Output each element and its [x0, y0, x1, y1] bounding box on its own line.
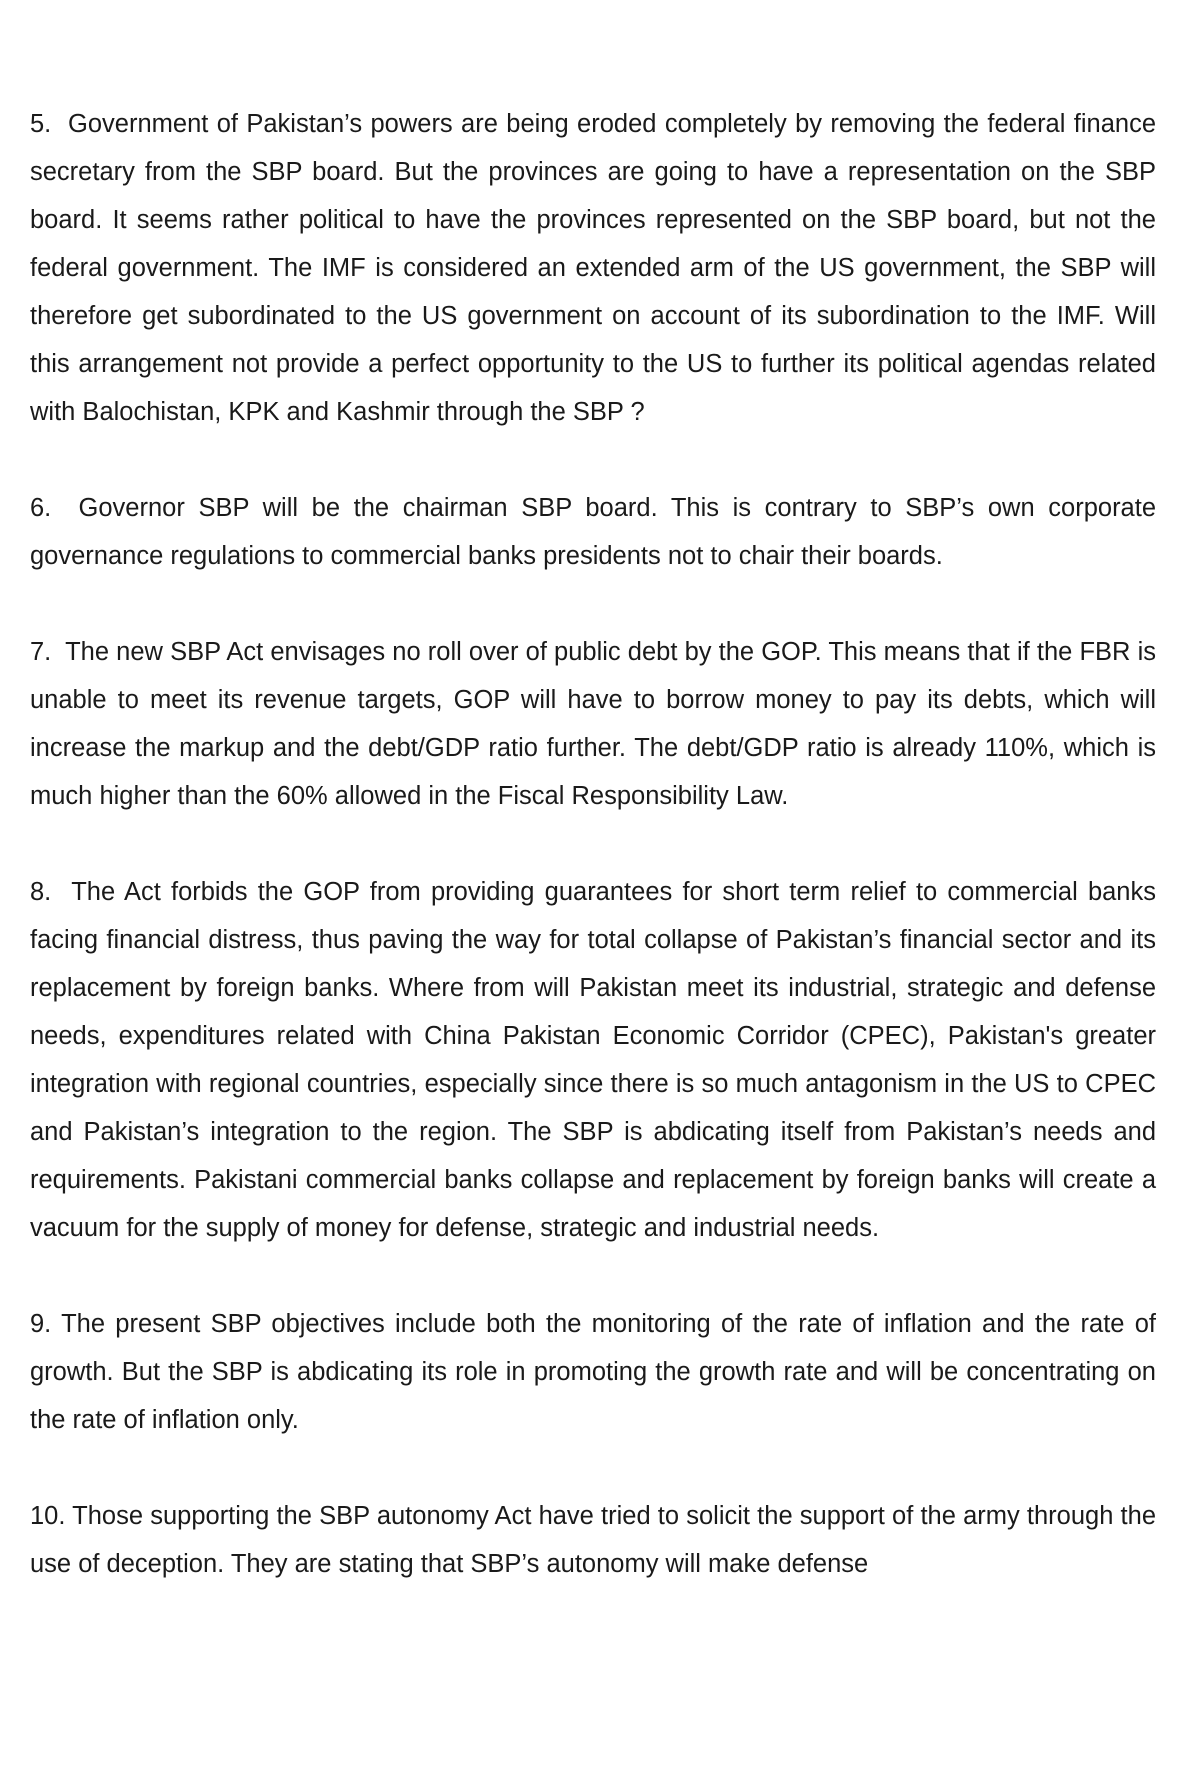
paragraph-number: 8.	[30, 878, 52, 906]
paragraph-text: The present SBP objectives include both the monitoring of the rate of inflation and the rate of growth. But the SBP is abdicating its role in promoting the growth rate and will be concentrating on the rate of inflation only.	[30, 1310, 1156, 1434]
paragraph-10	[30, 1492, 1156, 1588]
paragraph-6	[30, 484, 1156, 580]
paragraph-9	[30, 1300, 1156, 1444]
paragraph-number: 5.	[30, 110, 52, 138]
paragraph-number: 7.	[30, 638, 52, 666]
document-page	[30, 100, 1156, 1588]
paragraph-number: 6.	[30, 494, 52, 522]
paragraph-number: 9.	[30, 1310, 52, 1338]
paragraph-text: Government of Pakistan’s powers are being eroded completely by removing the federal finance secretary from the SBP board. But the provinces are going to have a representation on the SBP board. It seems rather political to have the provinces represented on the SBP board, but not the federal government. The IMF is considered an extended arm of the US government, the SBP will therefore get subordinated to the US government on account of its subordination to the IMF. Will this arrangement not provide a perfect opportunity to the US to further its political agendas related with Balochistan, KPK and Kashmir through the SBP ?	[30, 110, 1157, 426]
paragraph-number: 10.	[30, 1502, 66, 1530]
paragraph-7	[30, 628, 1156, 820]
paragraph-text: Governor SBP will be the chairman SBP board. This is contrary to SBP’s own corporate governance regulations to commercial banks presidents not to chair their boards.	[30, 494, 1157, 570]
paragraph-text: The new SBP Act envisages no roll over of public debt by the GOP. This means that if the FBR is unable to meet its revenue targets, GOP will have to borrow money to pay its debts, which will increase the markup and the debt/GDP ratio further. The debt/GDP ratio is already 110%, which is much higher than the 60% allowed in the Fiscal Responsibility Law.	[30, 638, 1156, 810]
paragraph-5	[30, 100, 1156, 436]
paragraph-text: Those supporting the SBP autonomy Act have tried to solicit the support of the army through the use of deception. They are stating that SBP’s autonomy will make defense	[30, 1502, 1157, 1578]
paragraph-8	[30, 868, 1156, 1252]
paragraph-text: The Act forbids the GOP from providing guarantees for short term relief to commercial banks facing financial distress, thus paving the way for total collapse of Pakistan’s financial sector and its replacement by foreign banks. Where from will Pakistan meet its industrial, strategic and defense needs, expenditures related with China Pakistan Economic Corridor (CPEC), Pakistan's greater integration with regional countries, especially since there is so much antagonism in the US to CPEC and Pakistan’s integration to the region. The SBP is abdicating itself from Pakistan’s needs and requirements. Pakistani commercial banks collapse and replacement by foreign banks will create a vacuum for the supply of money for defense, strategic and industrial needs.	[30, 878, 1156, 1242]
